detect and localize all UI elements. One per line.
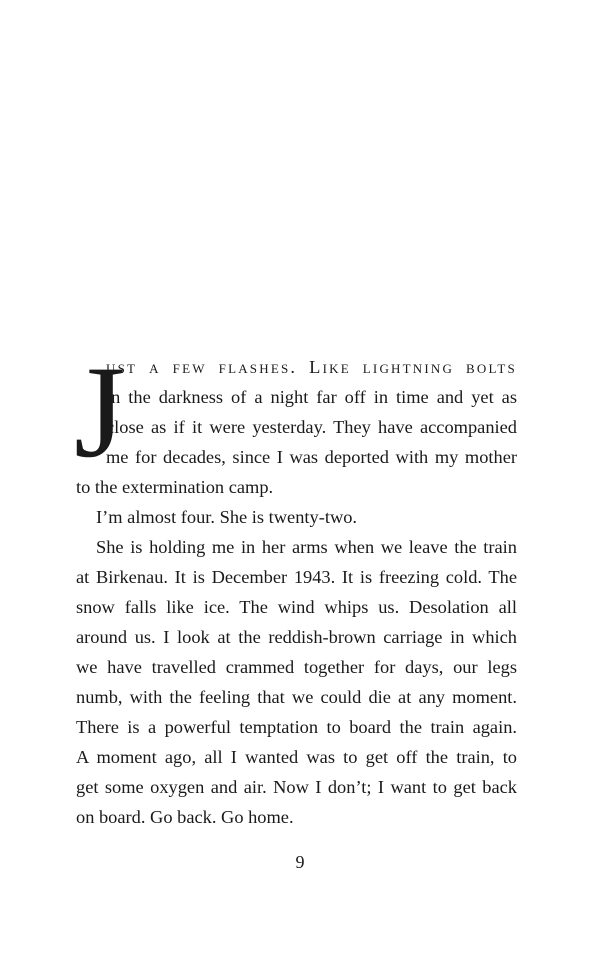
text-line-6: I’m almost four. She is twenty-two.: [96, 507, 358, 527]
text-line-11: we have travelled crammed together for days, our legs: [76, 657, 517, 677]
text-line-5: to the extermination camp.: [76, 477, 274, 497]
text-line-8: at Birkenau. It is December 1943. It is freezing cold. The: [76, 567, 517, 587]
text-line-9: snow falls like ice. The wind whips us. Desolation all: [76, 597, 517, 617]
page-number: 9: [295, 852, 305, 872]
text-line-1: ust a few flashes. Like lightning bolts: [106, 357, 517, 377]
drop-cap: J: [74, 338, 126, 485]
text-line-15: get some oxygen and air. Now I don’t; I want to get back: [76, 777, 517, 797]
text-line-10: around us. I look at the reddish-brown carriage in which: [76, 627, 517, 647]
text-line-13: There is a powerful temptation to board the train again.: [76, 717, 517, 737]
body-text: [74, 338, 517, 832]
text-line-3: close as if it were yesterday. They have accompanied: [106, 417, 517, 437]
text-line-2: in the darkness of a night far off in time and yet as: [106, 387, 517, 407]
text-line-7: She is holding me in her arms when we leave the train: [96, 537, 517, 557]
text-line-4: me for decades, since I was deported with my mother: [106, 447, 517, 467]
text-line-14: A moment ago, all I wanted was to get off the train, to: [76, 747, 517, 767]
text-line-16: on board. Go back. Go home.: [76, 807, 294, 827]
text-line-12: numb, with the feeling that we could die at any moment.: [76, 687, 517, 707]
